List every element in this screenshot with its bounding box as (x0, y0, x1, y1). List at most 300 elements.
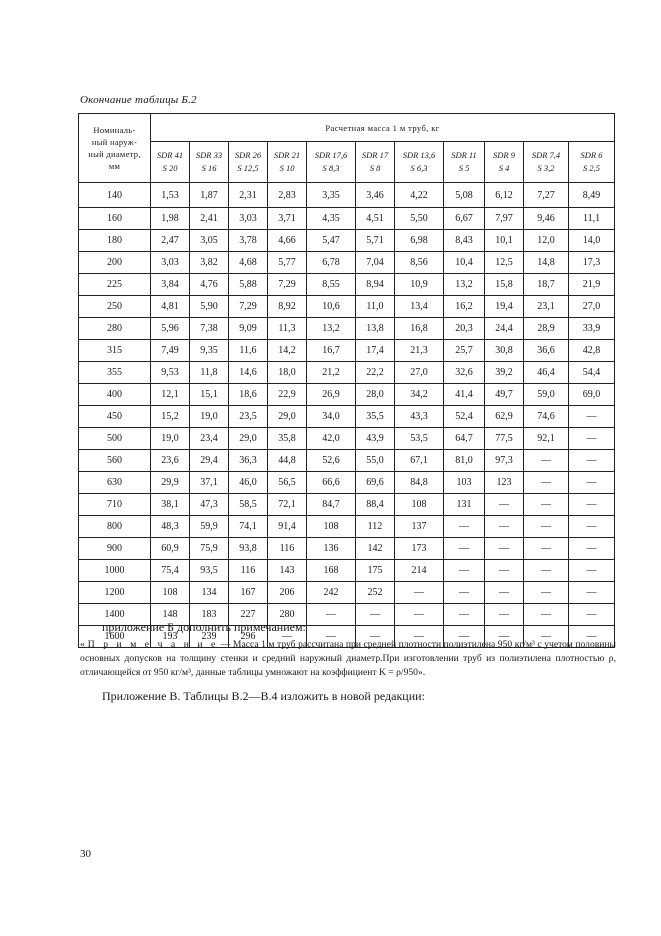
table-row (79, 472, 615, 494)
mass-cell: 10,9 (395, 274, 444, 296)
mass-cell: — (395, 626, 444, 648)
mass-cell: 4,51 (356, 208, 395, 230)
addendum-title: приложение Б дополнить примечанием: (102, 620, 306, 634)
sdr-column-header (395, 142, 444, 183)
mass-cell: 3,03 (151, 252, 190, 274)
mass-cell: 8,55 (307, 274, 356, 296)
mass-cell: 4,76 (190, 274, 229, 296)
table-row (79, 183, 615, 208)
sdr-label: SDR 17 (361, 150, 389, 160)
diameter-cell: 180 (79, 230, 151, 252)
mass-cell: 46,4 (524, 362, 569, 384)
s-label: S 4 (498, 163, 510, 173)
mass-cell: 7,29 (268, 274, 307, 296)
mass-cell: 214 (395, 560, 444, 582)
mass-cell: 5,47 (307, 230, 356, 252)
mass-cell: 75,4 (151, 560, 190, 582)
mass-cell: 64,7 (444, 428, 485, 450)
mass-cell: 116 (268, 538, 307, 560)
mass-cell: 3,05 (190, 230, 229, 252)
mass-cell: 28,9 (524, 318, 569, 340)
mass-cell: 7,04 (356, 252, 395, 274)
mass-cell: 27,0 (395, 362, 444, 384)
mass-cell: 59,0 (524, 384, 569, 406)
mass-cell: 42,8 (569, 340, 615, 362)
mass-cell: 49,7 (485, 384, 524, 406)
mass-cell: 18,6 (229, 384, 268, 406)
mass-cell: — (395, 604, 444, 626)
s-label: S 5 (458, 163, 470, 173)
mass-cell: 7,27 (524, 183, 569, 208)
diameter-cell: 800 (79, 516, 151, 538)
mass-cell: — (444, 582, 485, 604)
diameter-cell: 1200 (79, 582, 151, 604)
s-label: S 20 (162, 163, 178, 173)
mass-cell: 4,35 (307, 208, 356, 230)
sdr-column-header (190, 142, 229, 183)
mass-cell: 93,8 (229, 538, 268, 560)
mass-cell: 11,8 (190, 362, 229, 384)
mass-cell: 15,8 (485, 274, 524, 296)
diameter-cell: 140 (79, 183, 151, 208)
mass-cell: 35,8 (268, 428, 307, 450)
mass-cell: 6,78 (307, 252, 356, 274)
mass-cell: 5,50 (395, 208, 444, 230)
mass-cell: — (307, 604, 356, 626)
mass-cell: 12,5 (485, 252, 524, 274)
s-label: S 2,5 (583, 163, 601, 173)
mass-cell: 239 (190, 626, 229, 648)
mass-cell: 47,3 (190, 494, 229, 516)
mass-cell: 14,6 (229, 362, 268, 384)
table-row (79, 274, 615, 296)
page-number: 30 (80, 848, 91, 860)
mass-cell: 26,9 (307, 384, 356, 406)
mass-cell: 6,98 (395, 230, 444, 252)
mass-cell: 5,90 (190, 296, 229, 318)
mass-cell: 7,38 (190, 318, 229, 340)
mass-cell: — (485, 604, 524, 626)
note-text: — Масса 1 м труб рассчитана при средней плотности полиэтилена 950 кг/м³ с учетом половины основных допусков на толщину стенки и средний наружный диаметр.При изготовлении труб из полиэтилена плотностью ρ, отличающейся от 950 кг/м³, данные таблицы умножают на коэффициент K = ρ/950». (80, 639, 616, 678)
mass-cell: 69,0 (569, 384, 615, 406)
mass-cell: 9,53 (151, 362, 190, 384)
calculated-mass-header: Расчетная масса 1 м труб, кг (151, 114, 615, 142)
mass-cell: 3,82 (190, 252, 229, 274)
mass-cell: 3,46 (356, 183, 395, 208)
table-row (79, 494, 615, 516)
mass-cell: — (444, 560, 485, 582)
mass-cell: 72,1 (268, 494, 307, 516)
mass-cell: — (569, 582, 615, 604)
mass-cell: 5,71 (356, 230, 395, 252)
diameter-cell: 280 (79, 318, 151, 340)
mass-cell: 173 (395, 538, 444, 560)
mass-cell: — (444, 516, 485, 538)
table-row (79, 296, 615, 318)
mass-cell: 6,12 (485, 183, 524, 208)
mass-cell: — (444, 626, 485, 648)
mass-cell: 7,29 (229, 296, 268, 318)
mass-cell: 9,09 (229, 318, 268, 340)
mass-cell: 24,4 (485, 318, 524, 340)
mass-cell: 48,3 (151, 516, 190, 538)
mass-cell: 33,9 (569, 318, 615, 340)
mass-cell: 69,6 (356, 472, 395, 494)
mass-cell: 13,2 (307, 318, 356, 340)
mass-cell: — (485, 560, 524, 582)
mass-cell: 2,41 (190, 208, 229, 230)
mass-cell: 8,56 (395, 252, 444, 274)
mass-cell: 11,0 (356, 296, 395, 318)
diameter-cell: 500 (79, 428, 151, 450)
mass-cell: 183 (190, 604, 229, 626)
mass-cell: 108 (307, 516, 356, 538)
mass-cell: 103 (444, 472, 485, 494)
mass-cell: 5,96 (151, 318, 190, 340)
mass-cell: 9,35 (190, 340, 229, 362)
table-row (79, 560, 615, 582)
s-label: S 8,3 (322, 163, 340, 173)
mass-cell: 11,6 (229, 340, 268, 362)
mass-cell: 108 (151, 582, 190, 604)
mass-cell: — (356, 604, 395, 626)
sdr-column-header (356, 142, 395, 183)
diameter-cell: 225 (79, 274, 151, 296)
mass-cell: 23,5 (229, 406, 268, 428)
sdr-column-header (444, 142, 485, 183)
sdr-column-header (485, 142, 524, 183)
mass-cell: 22,2 (356, 362, 395, 384)
mass-cell: — (524, 472, 569, 494)
mass-cell: 38,1 (151, 494, 190, 516)
mass-cell: 1,87 (190, 183, 229, 208)
mass-cell: 12,1 (151, 384, 190, 406)
mass-cell: — (524, 516, 569, 538)
mass-cell: 13,4 (395, 296, 444, 318)
mass-cell: 66,6 (307, 472, 356, 494)
mass-cell: 29,4 (190, 450, 229, 472)
mass-cell: 22,9 (268, 384, 307, 406)
mass-cell: 3,03 (229, 208, 268, 230)
mass-cell: 58,5 (229, 494, 268, 516)
mass-cell: 112 (356, 516, 395, 538)
mass-cell: 17,3 (569, 252, 615, 274)
mass-cell: 29,0 (229, 428, 268, 450)
s-label: S 6,3 (410, 163, 428, 173)
mass-cell: 2,31 (229, 183, 268, 208)
mass-cell: 2,83 (268, 183, 307, 208)
mass-cell: 16,7 (307, 340, 356, 362)
mass-cell: 17,4 (356, 340, 395, 362)
mass-cell: 3,35 (307, 183, 356, 208)
mass-cell: 44,8 (268, 450, 307, 472)
mass-cell: 11,1 (569, 208, 615, 230)
mass-cell: 3,84 (151, 274, 190, 296)
mass-cell: 19,0 (151, 428, 190, 450)
mass-cell: 168 (307, 560, 356, 582)
mass-cell: 54,4 (569, 362, 615, 384)
diameter-cell: 250 (79, 296, 151, 318)
mass-cell: 67,1 (395, 450, 444, 472)
mass-cell: 175 (356, 560, 395, 582)
table-row (79, 516, 615, 538)
mass-cell: 108 (395, 494, 444, 516)
table-row (79, 230, 615, 252)
mass-cell: 3,78 (229, 230, 268, 252)
diameter-cell: 1600 (79, 626, 151, 648)
mass-cell: — (569, 494, 615, 516)
mass-cell: 1,98 (151, 208, 190, 230)
mass-cell: 13,2 (444, 274, 485, 296)
diameter-cell: 560 (79, 450, 151, 472)
mass-cell: 36,6 (524, 340, 569, 362)
mass-cell: 137 (395, 516, 444, 538)
sdr-label: SDR 21 (273, 150, 301, 160)
mass-cell: 10,6 (307, 296, 356, 318)
mass-cell: 52,4 (444, 406, 485, 428)
mass-cell: 75,9 (190, 538, 229, 560)
mass-cell: 21,3 (395, 340, 444, 362)
mass-cell: 18,0 (268, 362, 307, 384)
mass-cell: 42,0 (307, 428, 356, 450)
mass-cell: 8,49 (569, 183, 615, 208)
nominal-diameter-header (79, 114, 151, 183)
sdr-label: SDR 33 (195, 150, 223, 160)
mass-cell: 19,4 (485, 296, 524, 318)
mass-cell: — (268, 626, 307, 648)
mass-cell: 16,8 (395, 318, 444, 340)
sdr-column-header (229, 142, 268, 183)
table-row (79, 428, 615, 450)
mass-cell: 14,0 (569, 230, 615, 252)
mass-cell: 35,5 (356, 406, 395, 428)
sdr-column-header (307, 142, 356, 183)
mass-cell: 29,9 (151, 472, 190, 494)
mass-cell: 5,08 (444, 183, 485, 208)
mass-cell: — (524, 450, 569, 472)
s-label: S 16 (201, 163, 217, 173)
mass-cell: 77,5 (485, 428, 524, 450)
mass-cell: — (569, 406, 615, 428)
mass-cell: — (569, 604, 615, 626)
mass-cell: 4,66 (268, 230, 307, 252)
mass-cell: 43,9 (356, 428, 395, 450)
mass-cell: 14,2 (268, 340, 307, 362)
mass-cell: — (356, 626, 395, 648)
mass-cell: 32,6 (444, 362, 485, 384)
mass-cell: 81,0 (444, 450, 485, 472)
sdr-column-header (151, 142, 190, 183)
diameter-cell: 900 (79, 538, 151, 560)
mass-cell: 15,2 (151, 406, 190, 428)
header-line: ный диаметр, (88, 149, 141, 159)
mass-cell: — (569, 626, 615, 648)
mass-cell: 2,47 (151, 230, 190, 252)
mass-cell: 193 (151, 626, 190, 648)
mass-cell: — (569, 428, 615, 450)
table-body (79, 183, 615, 648)
mass-cell: — (569, 450, 615, 472)
mass-cell: 227 (229, 604, 268, 626)
mass-cell: 8,94 (356, 274, 395, 296)
mass-cell: 28,0 (356, 384, 395, 406)
mass-cell: 59,9 (190, 516, 229, 538)
sdr-label: SDR 6 (580, 150, 603, 160)
diameter-cell: 1400 (79, 604, 151, 626)
mass-cell: 23,1 (524, 296, 569, 318)
mass-cell: 34,0 (307, 406, 356, 428)
s-label: S 12,5 (237, 163, 259, 173)
mass-cell: — (524, 582, 569, 604)
diameter-cell: 355 (79, 362, 151, 384)
table-caption: Окончание таблицы Б.2 (80, 94, 197, 106)
table-row (79, 450, 615, 472)
mass-cell: 56,5 (268, 472, 307, 494)
s-label: S 10 (279, 163, 295, 173)
mass-cell: 4,22 (395, 183, 444, 208)
mass-cell: 18,7 (524, 274, 569, 296)
mass-cell: 91,4 (268, 516, 307, 538)
mass-cell: 148 (151, 604, 190, 626)
mass-cell: 27,0 (569, 296, 615, 318)
header-line: мм (108, 161, 121, 171)
mass-cell: 74,1 (229, 516, 268, 538)
mass-cell: 37,1 (190, 472, 229, 494)
mass-cell: 29,0 (268, 406, 307, 428)
mass-cell: 8,92 (268, 296, 307, 318)
mass-cell: — (524, 494, 569, 516)
mass-cell: — (569, 560, 615, 582)
s-label: S 8 (369, 163, 381, 173)
mass-cell: 3,71 (268, 208, 307, 230)
table-row (79, 384, 615, 406)
mass-cell: 43,3 (395, 406, 444, 428)
sdr-label: SDR 41 (156, 150, 184, 160)
mass-cell: 1,53 (151, 183, 190, 208)
mass-cell: 34,2 (395, 384, 444, 406)
mass-cell: 12,0 (524, 230, 569, 252)
mass-cell: 5,77 (268, 252, 307, 274)
note-paragraph (80, 638, 616, 680)
mass-cell: 4,81 (151, 296, 190, 318)
mass-cell: 25,7 (444, 340, 485, 362)
mass-cell: 20,3 (444, 318, 485, 340)
mass-cell: 142 (356, 538, 395, 560)
pipe-mass-table (78, 113, 615, 648)
mass-cell: 84,7 (307, 494, 356, 516)
table-row (79, 208, 615, 230)
table-row (79, 318, 615, 340)
mass-cell: 55,0 (356, 450, 395, 472)
mass-cell: 13,8 (356, 318, 395, 340)
mass-cell: 21,9 (569, 274, 615, 296)
mass-cell: — (485, 516, 524, 538)
diameter-cell: 710 (79, 494, 151, 516)
mass-cell: 4,68 (229, 252, 268, 274)
sdr-label: SDR 26 (234, 150, 262, 160)
mass-cell: 21,2 (307, 362, 356, 384)
mass-cell: 116 (229, 560, 268, 582)
header-line: ный наруж- (91, 137, 138, 147)
mass-cell: 134 (190, 582, 229, 604)
mass-cell: 52,6 (307, 450, 356, 472)
mass-cell: — (444, 538, 485, 560)
mass-cell: 62,9 (485, 406, 524, 428)
mass-cell: — (569, 472, 615, 494)
mass-cell: 14,8 (524, 252, 569, 274)
mass-cell: 206 (268, 582, 307, 604)
mass-cell: — (485, 582, 524, 604)
table-row (79, 340, 615, 362)
mass-cell: 9,46 (524, 208, 569, 230)
section-title: Приложение В. Таблицы В.2—В.4 изложить в новой редакции: (102, 689, 425, 703)
diameter-cell: 160 (79, 208, 151, 230)
mass-cell: 167 (229, 582, 268, 604)
mass-cell: 5,88 (229, 274, 268, 296)
mass-cell: 143 (268, 560, 307, 582)
sdr-label: SDR 9 (493, 150, 515, 160)
mass-cell: — (569, 516, 615, 538)
mass-cell: 296 (229, 626, 268, 648)
table-row (79, 362, 615, 384)
mass-cell: 131 (444, 494, 485, 516)
diameter-cell: 630 (79, 472, 151, 494)
mass-cell: 252 (356, 582, 395, 604)
mass-cell: — (444, 604, 485, 626)
sdr-column-header (524, 142, 569, 183)
sdr-column-header (569, 142, 615, 183)
mass-cell: 15,1 (190, 384, 229, 406)
sdr-label: SDR 13,6 (402, 150, 436, 160)
mass-cell: 10,4 (444, 252, 485, 274)
mass-cell: 93,5 (190, 560, 229, 582)
diameter-cell: 450 (79, 406, 151, 428)
mass-cell: 7,97 (485, 208, 524, 230)
mass-cell: 97,3 (485, 450, 524, 472)
sdr-column-header (268, 142, 307, 183)
mass-cell: — (524, 604, 569, 626)
mass-cell: 88,4 (356, 494, 395, 516)
mass-cell: 74,6 (524, 406, 569, 428)
mass-cell: 136 (307, 538, 356, 560)
mass-cell: 7,49 (151, 340, 190, 362)
mass-cell: 8,43 (444, 230, 485, 252)
mass-cell: — (524, 538, 569, 560)
mass-cell: 23,4 (190, 428, 229, 450)
mass-cell: 11,3 (268, 318, 307, 340)
mass-cell: 123 (485, 472, 524, 494)
mass-cell: 41,4 (444, 384, 485, 406)
mass-cell: 10,1 (485, 230, 524, 252)
mass-cell: 19,0 (190, 406, 229, 428)
sdr-label: SDR 17,6 (314, 150, 348, 160)
sdr-header-row (79, 142, 615, 183)
diameter-cell: 400 (79, 384, 151, 406)
header-line: Номиналь- (93, 125, 136, 135)
table-row (79, 252, 615, 274)
mass-cell: — (485, 538, 524, 560)
s-label: S 3,2 (537, 163, 555, 173)
mass-cell: 39,2 (485, 362, 524, 384)
sdr-label: SDR 7,4 (531, 150, 561, 160)
mass-cell: 46,0 (229, 472, 268, 494)
mass-cell: 30,8 (485, 340, 524, 362)
mass-cell: 242 (307, 582, 356, 604)
mass-cell: 280 (268, 604, 307, 626)
sdr-label: SDR 11 (451, 150, 477, 160)
diameter-cell: 200 (79, 252, 151, 274)
diameter-cell: 315 (79, 340, 151, 362)
